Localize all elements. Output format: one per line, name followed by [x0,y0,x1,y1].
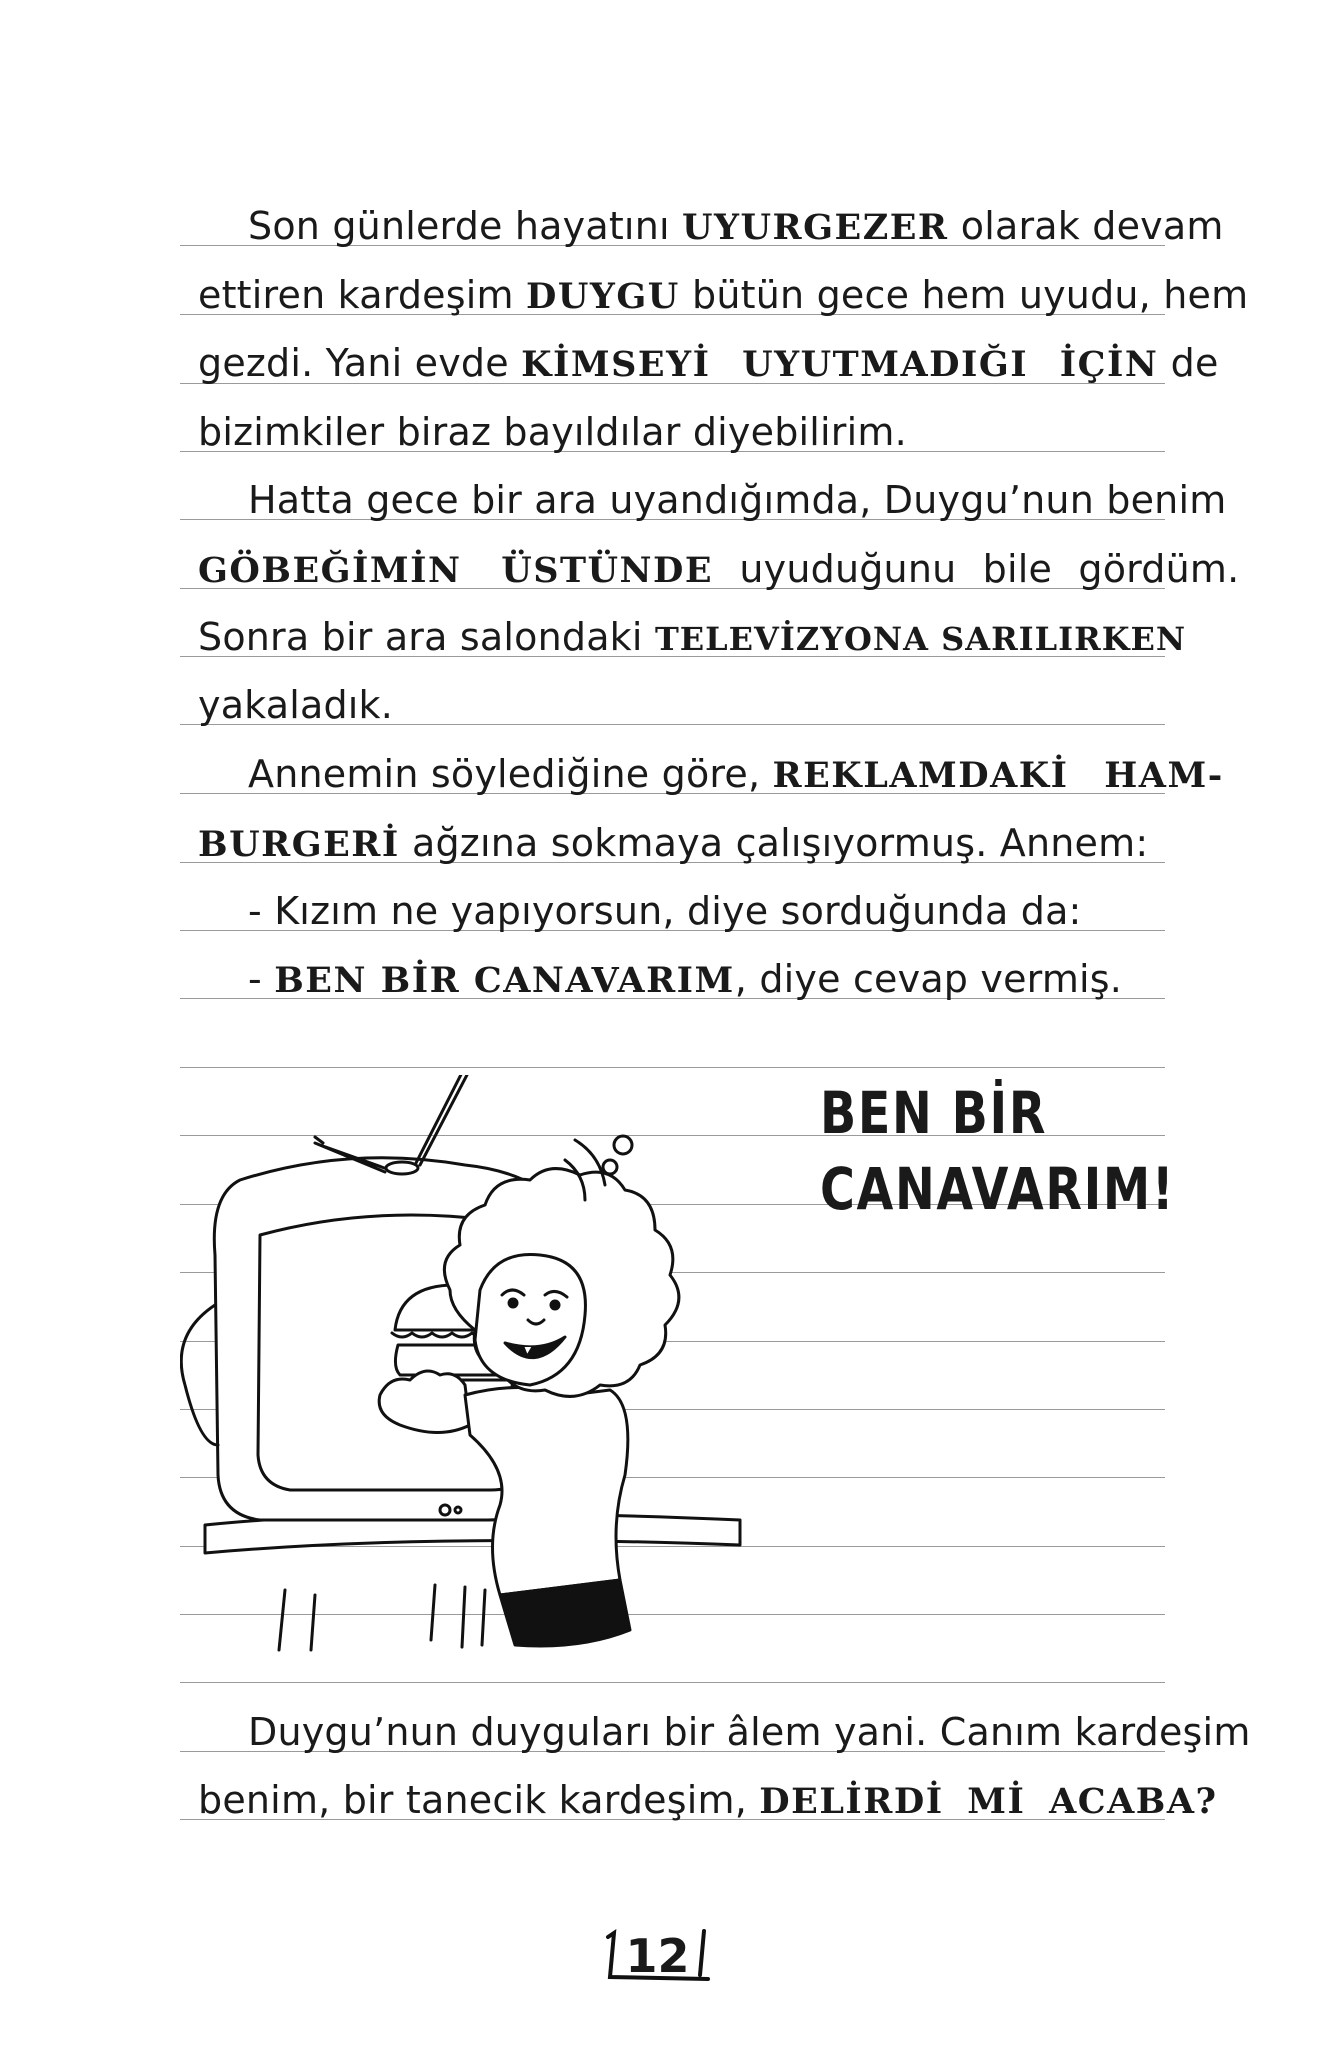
table-leg-marks [279,1585,485,1650]
tv-back [181,1305,218,1445]
text-line: GÖBEĞİMİN ÜSTÜNDE uyuduğunu bile gördüm. [198,547,1240,591]
thought-bubble-dot [614,1136,632,1154]
text-line: Son günlerde hayatını UYURGEZER olarak devam [248,204,1224,248]
speech-line: BEN BİR [820,1079,1048,1147]
speech-text [820,1075,1175,1227]
text-line: - Kızım ne yapıyorsun, diye sorduğunda da: [248,889,1082,933]
text-line: ettiren kardeşim DUYGU bütün gece hem uyudu, hem [198,273,1249,317]
text-line: - BEN BİR CANAVARIM, diye cevap vermiş. [248,957,1123,1001]
thought-bubble-dot [603,1160,617,1174]
speech-line: CANAVARIM! [820,1155,1176,1223]
girl-eye [509,1299,517,1307]
girl-hand [379,1371,470,1433]
ruled-line [180,1682,1165,1683]
girl-eye [551,1301,559,1309]
text-line: bizimkiler biraz bayıldılar diyebilirim. [198,410,907,454]
page-number: 12 [600,1925,715,1987]
tv-antenna-base [386,1162,418,1174]
text-line: Hatta gece bir ara uyandığımda, Duygu’nun benim [248,478,1227,522]
text-line: gezdi. Yani evde KİMSEYİ UYUTMADIĞI İÇİN de [198,341,1219,385]
text-line: Duygu’nun duyguları bir âlem yani. Canım kardeşim [248,1710,1251,1754]
text-line: yakaladık. [198,683,394,727]
text-line: BURGERİ ağzına sokmaya çalışıyormuş. Annem: [198,821,1149,865]
tv-antenna [415,1075,485,1165]
text-line: Sonra bir ara salondaki TELEVİZYONA SARILIRKEN [198,615,1187,659]
ruled-line [180,1067,1165,1068]
text-line: Annemin söylediğine göre, REKLAMDAKİ HAM- [248,752,1224,796]
text-line: benim, bir tanecik kardeşim, DELİRDİ Mİ ACABA? [198,1778,1218,1822]
